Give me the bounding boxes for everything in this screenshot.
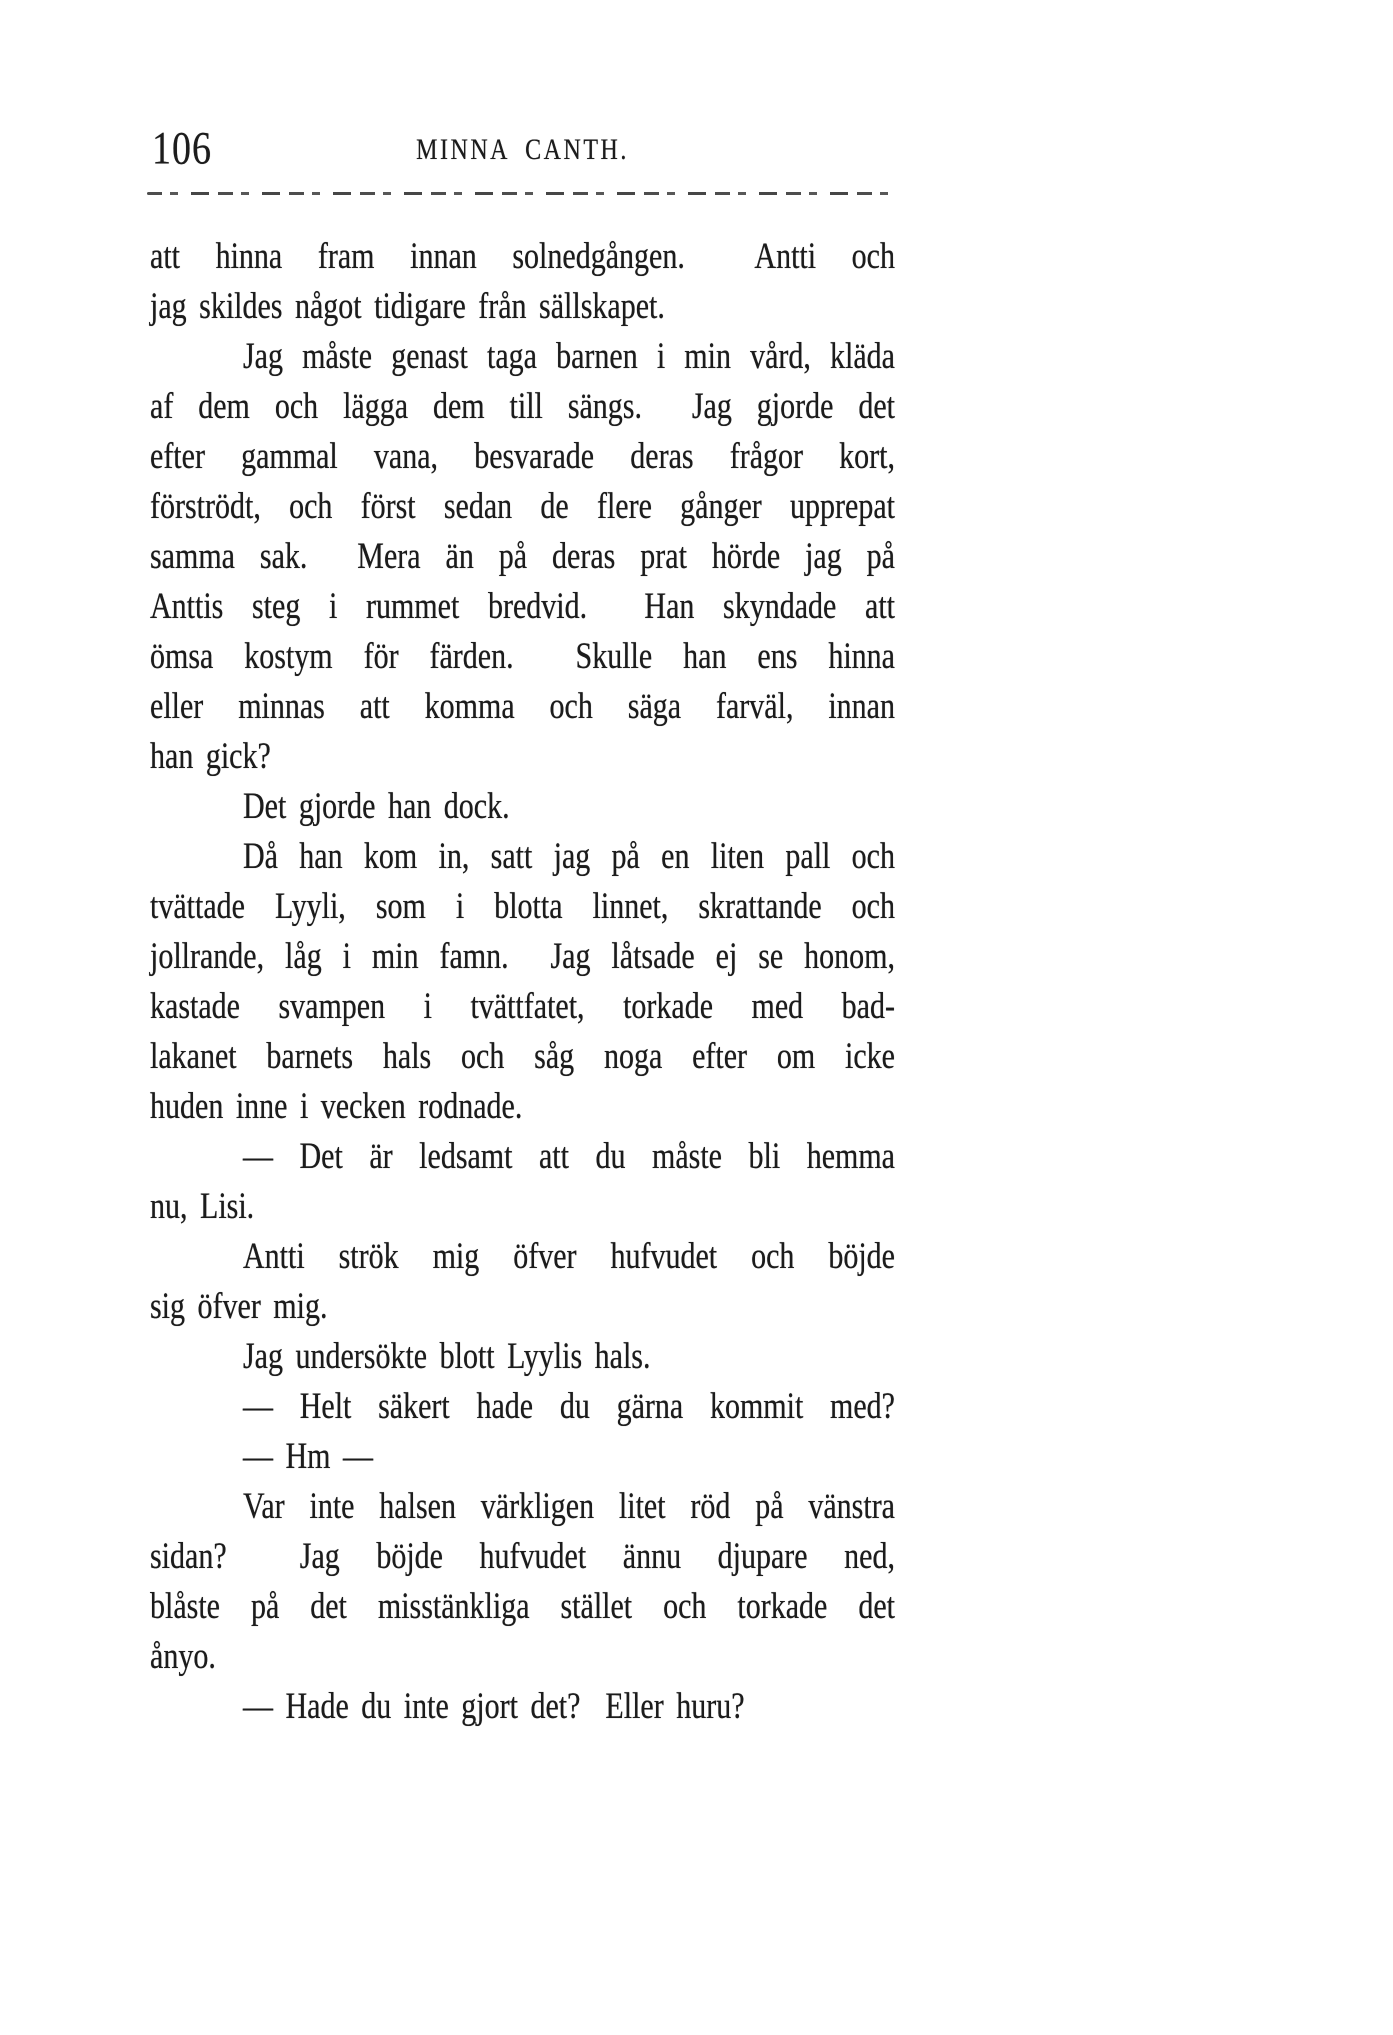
text-line: ömsa kostym för färden. Skulle han ens hinna — [150, 636, 895, 677]
text-line: lakanet barnets hals och såg noga efter om icke — [150, 1036, 895, 1077]
page-body — [150, 232, 895, 1732]
text-line: samma sak. Mera än på deras prat hörde jag på — [150, 536, 895, 577]
text-line: nu, Lisi. — [150, 1186, 255, 1227]
text-line: jag skildes något tidigare från sällskapet. — [150, 286, 665, 327]
text-line: förströdt, och först sedan de flere gånger upprepat — [150, 486, 895, 527]
text-line: Jag undersökte blott Lyylis hals. — [243, 1336, 651, 1377]
text-line: — Helt säkert hade du gärna kommit med? — [243, 1386, 895, 1427]
text-line: blåste på det misstänkliga stället och torkade det — [150, 1586, 895, 1627]
header-rule — [147, 192, 895, 195]
text-line: — Hade du inte gjort det? Eller huru? — [243, 1686, 745, 1727]
text-line: af dem och lägga dem till sängs. Jag gjorde det — [150, 386, 895, 427]
text-line: — Hm — — [243, 1436, 373, 1477]
text-line: han gick? — [150, 736, 271, 777]
text-line: jollrande, låg i min famn. Jag låtsade ej se honom, — [150, 936, 895, 977]
text-line: Det gjorde han dock. — [243, 786, 510, 827]
text-line: tvättade Lyyli, som i blotta linnet, skrattande och — [150, 886, 895, 927]
text-line: Antti strök mig öfver hufvudet och böjde — [243, 1236, 895, 1277]
text-line: kastade svampen i tvättfatet, torkade med bad- — [150, 986, 895, 1027]
text-line: sidan? Jag böjde hufvudet ännu djupare ned, — [150, 1536, 895, 1577]
text-line: Var inte halsen värkligen litet röd på vänstra — [243, 1486, 895, 1527]
text-line: — Det är ledsamt att du måste bli hemma — [243, 1136, 895, 1177]
text-line: Anttis steg i rummet bredvid. Han skyndade att — [150, 586, 895, 627]
text-line: att hinna fram innan solnedgången. Antti och — [150, 236, 895, 277]
text-line: Jag måste genast taga barnen i min vård, kläda — [243, 336, 895, 377]
text-line: huden inne i vecken rodnade. — [150, 1086, 523, 1127]
text-line: ånyo. — [150, 1636, 216, 1677]
text-line: sig öfver mig. — [150, 1286, 328, 1327]
running-title: MINNA CANTH. — [416, 134, 629, 167]
text-line: efter gammal vana, besvarade deras frågor kort, — [150, 436, 895, 477]
text-line: Då han kom in, satt jag på en liten pall och — [243, 836, 895, 877]
text-line: eller minnas att komma och säga farväl, innan — [150, 686, 895, 727]
page-number: 106 — [152, 123, 212, 175]
